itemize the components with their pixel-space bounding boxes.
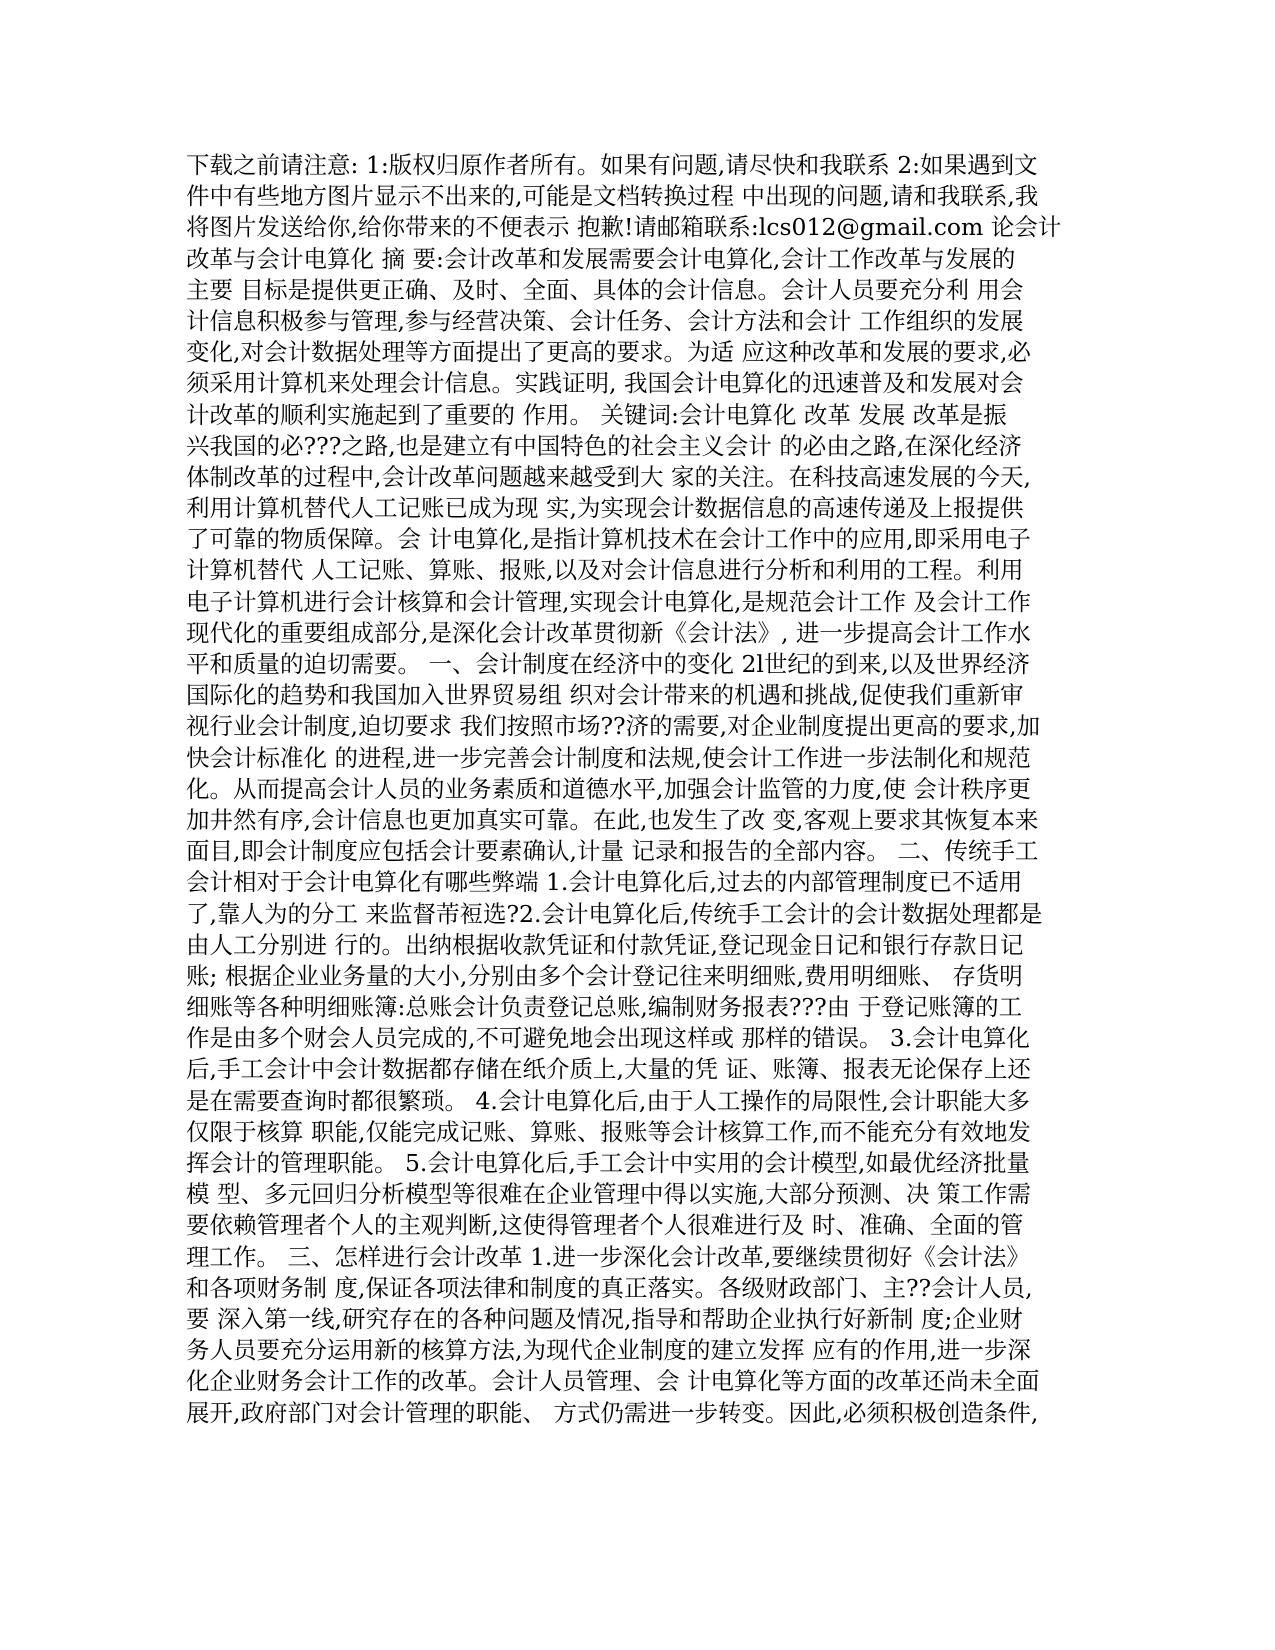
text-line: 兴我国的必???之路,也是建立有中国特色的社会主义会计 的必由之路,在深化经济 (186, 431, 1022, 460)
text-line: 下载之前请注意: 1:版权归原作者所有。如果有问题,请尽快和我联系 2:如果遇到文 (186, 151, 1038, 179)
document-body (186, 150, 1066, 1429)
text-line: 件中有些地方图片显示不出来的,可能是文档转换过程 中出现的问题,请和我联系,我 (186, 182, 1039, 211)
text-line: 挥会计的管理职能。 5.会计电算化后,手工会计中实用的会计模型,如最优经济批量 (186, 1149, 1030, 1177)
text-line: 将图片发送给你,给你带来的不便表示 抱歉!请邮箱联系:lcs012@gmail.com 论会计 (186, 213, 1062, 242)
text-line: 利用计算机替代人工记账已成为现 实,为实现会计数据信息的高速传递及上报提供 (186, 494, 1024, 523)
text-line: 由人工分别进 行的。出纳根据收款凭证和付款凭证,登记现金日记和银行存款日记 (186, 930, 1024, 959)
text-line: 改革与会计电算化 摘 要:会计改革和发展需要会计电算化,会计工作改革与发展的 (186, 244, 1016, 273)
text-line: 计改革的顺利实施起到了重要的 作用。 关键词:会计电算化 改革 发展 改革是振 (186, 400, 1007, 429)
text-line: 账; 根据企业业务量的大小,分别由多个会计登记往来明细账,费用明细账、 存货明 (186, 961, 1023, 990)
text-line: 平和质量的迫切需要。 一、会计制度在经济中的变化 2l世纪的到来,以及世界经济 (186, 650, 1030, 678)
text-line: 化。从而提高会计人员的业务素质和道德水平,加强会计监管的力度,使 会计秩序更 (186, 774, 1031, 803)
text-line: 国际化的趋势和我国加入世界贸易组 织对会计带来的机遇和挑战,促使我们重新审 (186, 681, 1024, 710)
text-line: 计算机替代 人工记账、算账、报账,以及对会计信息进行分析和利用的工程。利用 (186, 556, 1024, 585)
text-line: 作是由多个财会人员完成的,不可避免地会出现这样或 那样的错误。 3.会计电算化 (186, 1024, 1030, 1053)
text-line: 后,手工会计中会计数据都存储在纸介质上,大量的凭 证、账簿、报表无论保存上还 (186, 1055, 1031, 1084)
text-line: 仅限于核算 职能,仅能完成记账、算账、报账等会计核算工作,而不能充分有效地发 (186, 1117, 1031, 1146)
text-line: 面目,即会计制度应包括会计要素确认,计量 记录和报告的全部内容。 二、传统手工 (186, 837, 1039, 866)
text-line: 化企业财务会计工作的改革。会计人员管理、会 计电算化等方面的改革还尚未全面 (186, 1367, 1040, 1396)
text-line: 了,靠人为的分工 来监督芾裋选?2.会计电算化后,传统手工会计的会计数据处理都是 (186, 899, 1043, 928)
text-line: 要依赖管理者个人的主观判断,这使得管理者个人很难进行及 时、准确、全面的管 (186, 1211, 1024, 1240)
text-line: 是在需要查询时都很繁琐。 4.会计电算化后,由于人工操作的局限性,会计职能大多 (186, 1086, 1030, 1115)
text-line: 细账等各种明细账簿:总账会计负责登记总账,编制财务报表???由 于登记账簿的工 (186, 993, 1023, 1022)
text-line: 视行业会计制度,迫切要求 我们按照市场??济的需要,对企业制度提出更高的要求,加 (186, 712, 1041, 741)
text-line: 理工作。 三、怎样进行会计改革 1.进一步深化会计改革,要继续贯彻好《会计法》 (186, 1242, 1030, 1271)
text-line: 计信息积极参与管理,参与经营决策、会计任务、会计方法和会计 工作组织的发展 (186, 306, 1024, 335)
text-line: 快会计标准化 的进程,进一步完善会计制度和法规,使会计工作进一步法制化和规范 (186, 743, 1031, 772)
text-line: 现代化的重要组成部分,是深化会计改革贯彻新《会计法》, 进一步提高会计工作水 (186, 618, 1031, 647)
text-line: 和各项财务制 度,保证各项法律和制度的真正落实。各级财政部门、主??会计人员, (186, 1273, 1033, 1302)
text-line: 变化,对会计数据处理等方面提出了更高的要求。为适 应这种改革和发展的要求,必 (186, 338, 1031, 367)
text-line: 了可靠的物质保障。会 计电算化,是指计算机技术在会计工作中的应用,即采用电子 (186, 525, 1031, 554)
text-line: 展开,政府部门对会计管理的职能、 方式仍需进一步转变。因此,必须积极创造条件, (186, 1398, 1039, 1427)
text-line: 会计相对于会计电算化有哪些弊端 1.会计电算化后,过去的内部管理制度已不适用 (186, 868, 1023, 897)
text-line: 要 深入第一线,研究存在的各种问题及情况,指导和帮助企业执行好新制 度;企业财 (186, 1304, 1023, 1333)
text-line: 务人员要充分运用新的核算方法,为现代企业制度的建立发挥 应有的作用,进一步深 (186, 1336, 1031, 1365)
text-line: 模 型、多元回归分析模型等很难在企业管理中得以实施,大部分预测、决 策工作需 (186, 1180, 1031, 1209)
text-line: 电子计算机进行会计核算和会计管理,实现会计电算化,是规范会计工作 及会计工作 (186, 587, 1031, 616)
text-line: 加井然有序,会计信息也更加真实可靠。在此,也发生了改 变,客观上要求其恢复本来 (186, 805, 1039, 834)
text-line: 须采用计算机来处理会计信息。实践证明, 我国会计电算化的迅速普及和发展对会 (186, 369, 1024, 398)
text-line: 主要 目标是提供更正确、及时、全面、具体的会计信息。会计人员要充分利 用会 (186, 275, 1024, 304)
text-line: 体制改革的过程中,会计改革问题越来越受到大 家的关注。在科技高速发展的今天, (186, 462, 1031, 491)
